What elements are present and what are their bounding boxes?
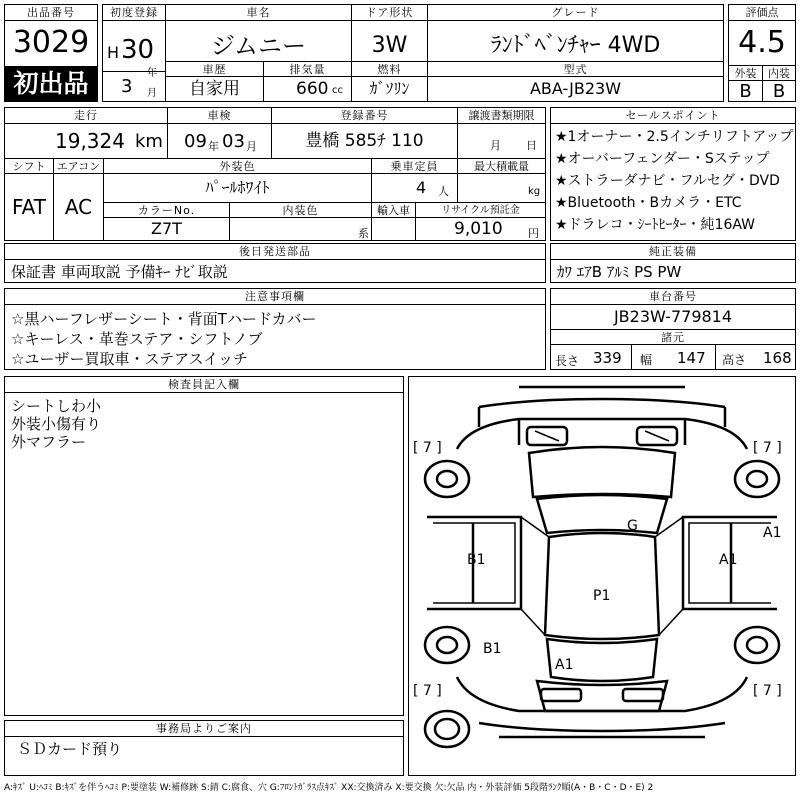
height: 168 (763, 349, 792, 367)
note-item: ☆ユーザー買取車・ステアスイッチ (11, 350, 248, 368)
int-color-unit: 系 (358, 227, 369, 240)
chassis-label: 車台番号 (551, 289, 795, 305)
damage-mark-b1-rear: B1 (483, 641, 502, 657)
inspector-item: 外マフラー (11, 433, 87, 451)
length: 339 (593, 349, 622, 367)
car-name-label: 車名 (165, 5, 351, 21)
capacity-label: 乗車定員 (371, 158, 457, 174)
import-label: 輸入車 (371, 202, 415, 218)
damage-mark-a1-right: A1 (763, 525, 782, 541)
displacement-unit: cc (332, 85, 343, 96)
fuel-label: 燃料 (351, 61, 427, 77)
damage-mark-front-right: [ 7 ] (753, 440, 782, 456)
int-grade: B (762, 81, 795, 101)
score-label: 評価点 (729, 5, 795, 21)
equipment-value: ｶﾜ ｴｱB ｱﾙﾐ PS PW (557, 263, 682, 281)
inspector-label: 検査員記入欄 (5, 377, 403, 393)
capacity: 4 (416, 178, 427, 197)
load-unit: kg (528, 186, 541, 197)
capacity-unit: 人 (438, 185, 449, 198)
history: 自家用 (165, 77, 263, 101)
model-label: 型式 (427, 61, 723, 77)
reg-no-label: 登録番号 (271, 108, 457, 124)
damage-mark-p1: P1 (593, 588, 611, 604)
car-name: ジムニー (165, 21, 351, 71)
inspection-label: 車検 (167, 108, 271, 124)
grade: ﾗﾝﾄﾞﾍﾞﾝﾁｬｰ 4WD (427, 21, 723, 71)
office-box (4, 720, 404, 776)
inspection-month-unit: 月 (246, 140, 257, 153)
sales-point: ★1オーナー・2.5インチリフトアップ (555, 129, 794, 145)
width: 147 (677, 349, 706, 367)
month-unit: 月 (147, 88, 157, 99)
first-reg-lower (103, 71, 165, 101)
displacement-cell (263, 77, 351, 101)
note-item: ☆キーレス・革巻ステア・シフトノブ (11, 330, 263, 348)
import-cell (371, 218, 415, 240)
car-diagram (409, 377, 795, 775)
office-value: ＳＤカード預り (17, 740, 123, 758)
displacement: 660 (296, 79, 329, 99)
damage-mark-a1-mid: A1 (719, 552, 738, 568)
width-label: 幅 (631, 345, 652, 369)
recycle: 9,010 (454, 219, 503, 239)
ext-grade: B (739, 81, 752, 102)
capacity-cell (371, 174, 457, 202)
lot-number-label: 出品番号 (5, 5, 97, 21)
shift-label: シフト (5, 158, 53, 174)
int-color-label: 内装色 (229, 202, 371, 218)
mileage: 19,324 (55, 129, 125, 153)
color-no: Z7T (103, 218, 229, 240)
transfer-day-unit: 日 (526, 139, 537, 152)
legend: A:ｷｽﾞ U:ﾍｺﾐ B:ｷｽﾞを伴うﾍｺﾐ P:要塗装 W:補修跡 S:錆 C:腐食、穴 G:ﾌﾛﾝﾄｶﾞﾗｽ点ｷｽﾞ XX:交換済み X:要交換 欠:欠品 内・外装評価 5段階ﾗﾝｸ順(A・B・C・D・E) 2 (4, 783, 654, 793)
first-reg-year: 30 (121, 35, 155, 65)
doors-label: ドア形状 (351, 5, 427, 21)
history-label: 車歴 (165, 61, 263, 77)
notes-label: 注意事項欄 (5, 289, 545, 305)
equipment-box (550, 243, 796, 283)
damage-mark-rear-right: [ 7 ] (753, 683, 782, 699)
recycle-label: リサイクル預託金 (415, 202, 545, 218)
main-info-box (102, 4, 724, 102)
later-parts-label: 後日発送部品 (5, 244, 545, 260)
dimensions-label: 諸元 (551, 329, 795, 345)
ac: AC (53, 174, 103, 240)
sales-point: ★ドラレコ・ｼｰﾄﾋｰﾀｰ・純16AW (555, 217, 756, 233)
damage-mark-g: G (627, 518, 638, 534)
grade-label: グレード (427, 5, 723, 21)
score: 4.5 (738, 25, 786, 60)
color-no-label: カラーNo. (103, 202, 229, 218)
int-color-cell (229, 218, 371, 240)
equipment-label: 純正装備 (551, 244, 795, 260)
displacement-label: 排気量 (263, 61, 351, 77)
recycle-unit: 円 (528, 227, 539, 240)
first-reg-month: 3 (121, 76, 133, 97)
model: ABA-JB23W (427, 77, 723, 101)
load-label: 最大積載量 (457, 158, 545, 174)
era: H (107, 43, 120, 62)
doors: 3W (351, 21, 427, 71)
inspector-box (4, 376, 404, 716)
later-parts-box (4, 243, 546, 283)
reg-no: 豊橋 585ﾁ 110 (271, 124, 457, 158)
sales-points-label: セールスポイント (551, 108, 795, 124)
note-item: ☆黒ハーフレザーシート・背面Tハードカバー (11, 310, 317, 328)
transfer-month-unit: 月 (490, 139, 501, 152)
damage-mark-front-left: [ 7 ] (413, 440, 442, 456)
fuel: ｶﾞｿﾘﾝ (351, 77, 427, 101)
chassis-box (550, 288, 796, 370)
sales-point: ★Bluetooth・Bカメラ・ETC (555, 195, 742, 211)
inspector-item: シートしわ小 (11, 397, 102, 415)
lot-number: 3029 (12, 25, 90, 60)
length-label: 長さ (555, 354, 580, 368)
transfer-label: 譲渡書類期限 (457, 108, 545, 124)
chassis-number: JB23W-779814 (613, 307, 733, 326)
height-label: 高さ (715, 345, 746, 369)
inspector-item: 外装小傷有り (11, 415, 102, 433)
car-diagram-box (408, 376, 796, 776)
year-unit: 年 (147, 68, 157, 79)
ac-label: エアコン (53, 158, 103, 174)
mileage-unit: km (135, 131, 163, 152)
load-cell (457, 174, 545, 202)
shift: FAT (11, 195, 46, 219)
ext-color: ﾊﾟｰﾙﾎﾜｲﾄ (103, 174, 371, 202)
sales-point: ★オーバーフェンダー・Sステップ (555, 151, 770, 167)
inspection-cell (167, 124, 271, 158)
mileage-label: 走行 (5, 108, 167, 124)
damage-mark-b1-left: B1 (467, 552, 486, 568)
first-listing-badge: 初出品 (4, 66, 98, 102)
office-label: 事務局よりご案内 (5, 721, 403, 737)
notes-box (4, 288, 546, 370)
int-grade-label: 内装 (762, 65, 795, 81)
inspection-year-unit: 年 (208, 140, 219, 153)
ext-color-label: 外装色 (103, 158, 371, 174)
inspection-month: 03 (222, 131, 245, 152)
damage-mark-a1-rear: A1 (555, 657, 574, 673)
score-box (728, 4, 796, 102)
transfer-cell (457, 124, 545, 158)
recycle-cell (415, 218, 545, 240)
first-reg-label: 初度登録 (103, 5, 165, 21)
damage-mark-rear-left: [ 7 ] (413, 683, 442, 699)
details-box (4, 107, 546, 241)
inspection-year: 09 (184, 131, 207, 152)
sales-point: ★ストラーダナビ・フルセグ・DVD (555, 173, 780, 189)
ext-grade-label: 外装 (729, 65, 762, 81)
later-parts-value: 保証書 車両取説 予備ｷｰ ﾅﾋﾞ取説 (11, 263, 228, 281)
sales-points-box (550, 107, 796, 241)
